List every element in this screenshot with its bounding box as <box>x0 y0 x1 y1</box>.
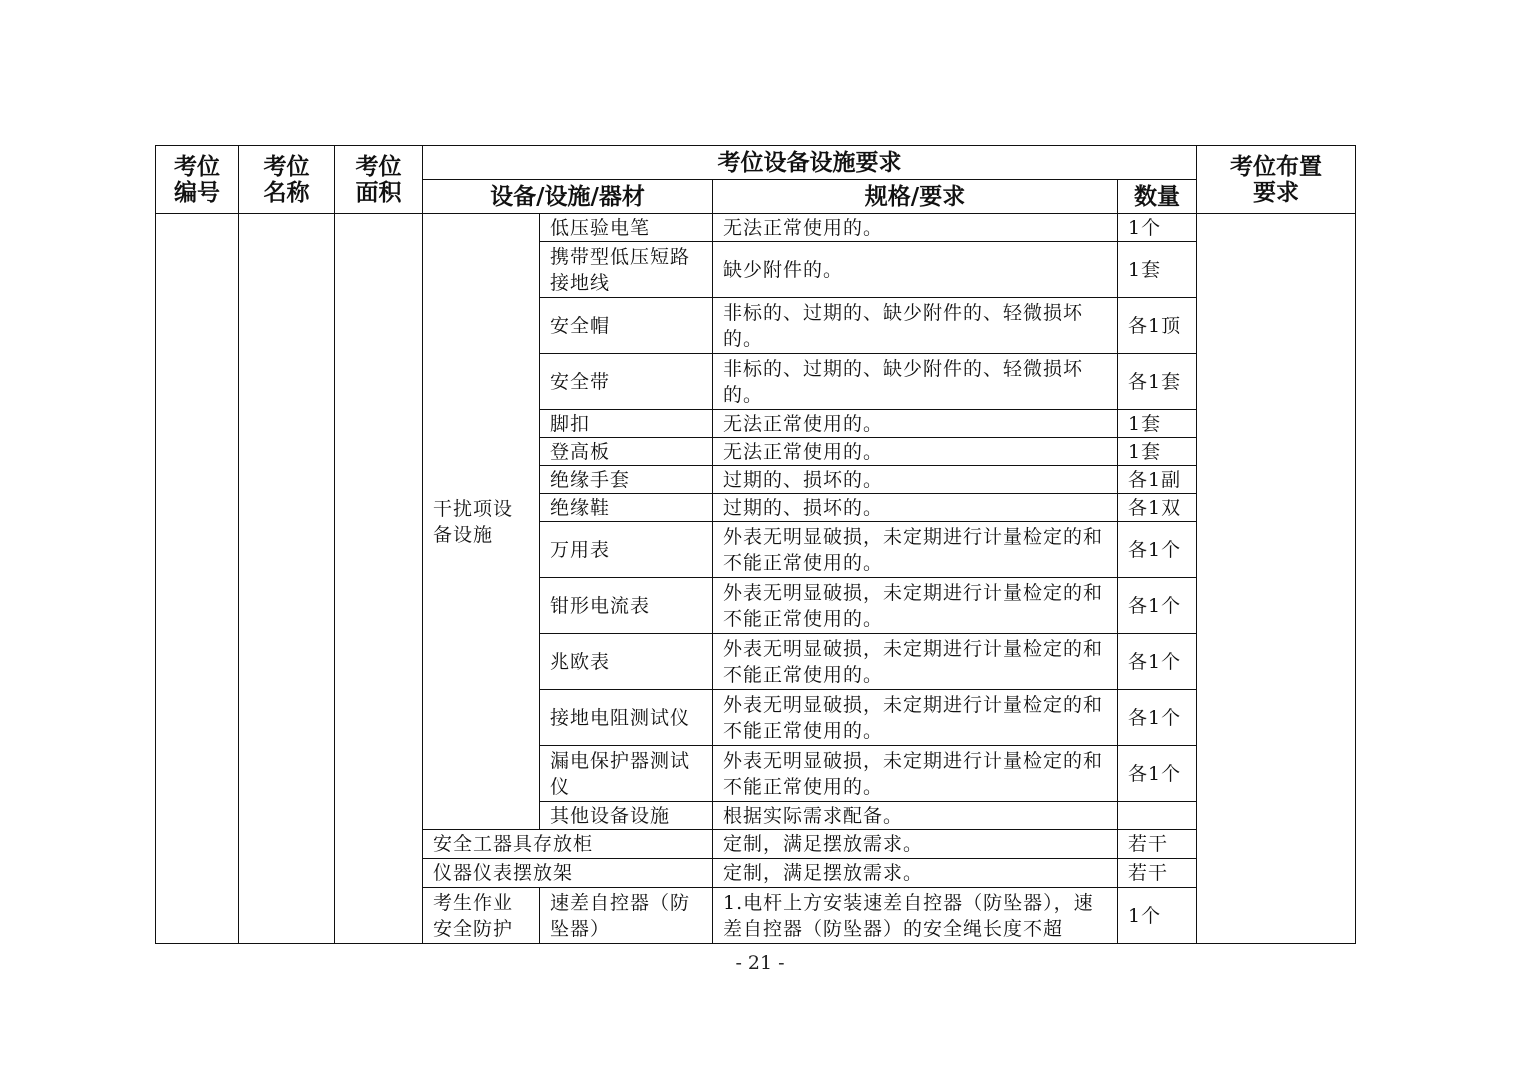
equipment-qty: 若干 <box>1118 830 1197 859</box>
equipment-spec: 根据实际需求配备。 <box>713 802 1118 830</box>
equipment-qty <box>1118 802 1197 830</box>
equipment-qty: 各1副 <box>1118 466 1197 494</box>
header-row-1 <box>156 146 1356 180</box>
equipment-qty: 各1个 <box>1118 522 1197 578</box>
equipment-spec: 过期的、损坏的。 <box>713 494 1118 522</box>
equipment-spec: 缺少附件的。 <box>713 242 1118 298</box>
equipment-name: 安全工器具存放柜 <box>423 830 713 859</box>
equipment-qty: 1套 <box>1118 438 1197 466</box>
group-label: 干扰项设备设施 <box>423 214 540 830</box>
equipment-name: 绝缘鞋 <box>540 494 713 522</box>
header-qty: 数量 <box>1118 180 1197 214</box>
equipment-qty: 各1套 <box>1118 354 1197 410</box>
header-exam-name: 考位 名称 <box>239 146 335 214</box>
equipment-qty: 各1个 <box>1118 690 1197 746</box>
equipment-name: 脚扣 <box>540 410 713 438</box>
equipment-requirements-table <box>155 145 1356 944</box>
equipment-spec: 1.电杆上方安装速差自控器（防坠器），速差自控器（防坠器）的安全绳长度不超 <box>713 888 1118 944</box>
protection-group-label: 考生作业安全防护 <box>423 888 540 944</box>
equipment-qty: 各1顶 <box>1118 298 1197 354</box>
equipment-spec: 外表无明显破损，未定期进行计量检定的和不能正常使用的。 <box>713 746 1118 802</box>
equipment-spec: 定制，满足摆放需求。 <box>713 830 1118 859</box>
exam-area-cell <box>335 214 423 944</box>
header-equipment: 设备/设施/器材 <box>423 180 713 214</box>
equipment-spec: 外表无明显破损，未定期进行计量检定的和不能正常使用的。 <box>713 578 1118 634</box>
equipment-name: 接地电阻测试仪 <box>540 690 713 746</box>
equipment-qty: 各1个 <box>1118 746 1197 802</box>
equipment-qty: 各1双 <box>1118 494 1197 522</box>
equipment-qty: 1套 <box>1118 242 1197 298</box>
equipment-spec: 外表无明显破损，未定期进行计量检定的和不能正常使用的。 <box>713 634 1118 690</box>
equipment-spec: 无法正常使用的。 <box>713 214 1118 242</box>
header-exam-area: 考位 面积 <box>335 146 423 214</box>
equipment-name: 绝缘手套 <box>540 466 713 494</box>
equipment-qty: 各1个 <box>1118 634 1197 690</box>
header-spec: 规格/要求 <box>713 180 1118 214</box>
equipment-qty: 1套 <box>1118 410 1197 438</box>
equipment-spec: 过期的、损坏的。 <box>713 466 1118 494</box>
exam-name-cell <box>239 214 335 944</box>
equipment-name: 钳形电流表 <box>540 578 713 634</box>
equipment-spec: 定制，满足摆放需求。 <box>713 859 1118 888</box>
equipment-qty: 若干 <box>1118 859 1197 888</box>
exam-no-cell <box>156 214 239 944</box>
equipment-spec: 无法正常使用的。 <box>713 438 1118 466</box>
table-row <box>156 214 1356 242</box>
equipment-name: 登高板 <box>540 438 713 466</box>
equipment-name: 仪器仪表摆放架 <box>423 859 713 888</box>
equipment-name: 安全带 <box>540 354 713 410</box>
equipment-qty: 1个 <box>1118 214 1197 242</box>
equipment-name: 安全帽 <box>540 298 713 354</box>
equipment-name: 携带型低压短路接地线 <box>540 242 713 298</box>
equipment-name: 万用表 <box>540 522 713 578</box>
equipment-spec: 外表无明显破损，未定期进行计量检定的和不能正常使用的。 <box>713 522 1118 578</box>
equipment-qty: 各1个 <box>1118 578 1197 634</box>
header-equipment-requirements: 考位设备设施要求 <box>423 146 1197 180</box>
equipment-name: 速差自控器（防坠器） <box>540 888 713 944</box>
layout-requirements-cell <box>1197 214 1356 944</box>
equipment-spec: 非标的、过期的、缺少附件的、轻微损坏的。 <box>713 354 1118 410</box>
equipment-name: 其他设备设施 <box>540 802 713 830</box>
page-number: - 21 - <box>735 952 785 974</box>
equipment-name: 漏电保护器测试仪 <box>540 746 713 802</box>
equipment-name: 兆欧表 <box>540 634 713 690</box>
equipment-qty: 1个 <box>1118 888 1197 944</box>
equipment-spec: 无法正常使用的。 <box>713 410 1118 438</box>
header-exam-no: 考位 编号 <box>156 146 239 214</box>
header-layout-requirements: 考位布置 要求 <box>1197 146 1356 214</box>
equipment-spec: 非标的、过期的、缺少附件的、轻微损坏的。 <box>713 298 1118 354</box>
equipment-spec: 外表无明显破损，未定期进行计量检定的和不能正常使用的。 <box>713 690 1118 746</box>
equipment-name: 低压验电笔 <box>540 214 713 242</box>
